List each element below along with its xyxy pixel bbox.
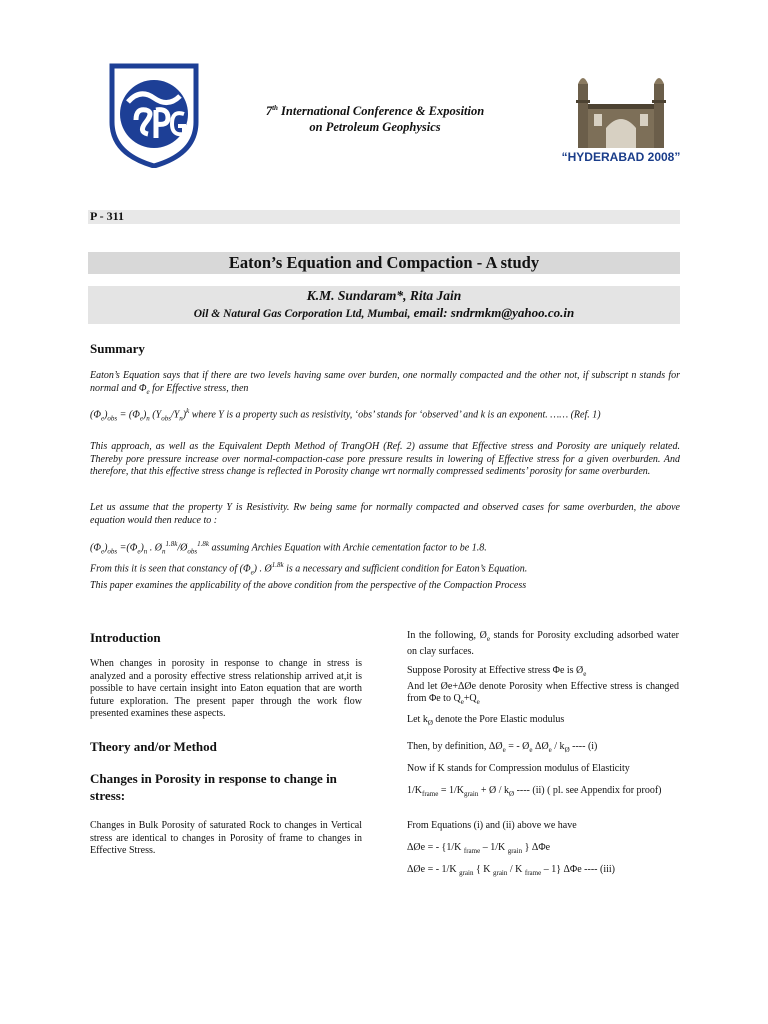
conference-title: 7th International Conference & Exposition on Petroleum Geophysics [265, 104, 485, 135]
summary-paragraph-4: Let us assume that the property Y is Resistivity. Rw being same for normally compacted and observed cases for same overburden, the above equation would then reduce to : [90, 502, 680, 526]
changes-text: Changes in Bulk Porosity of saturated Rock to changes in Vertical stress are identical to changes in Porosity of frame to changes in Effective Stress. [90, 820, 362, 856]
spg-logo [106, 62, 202, 168]
introduction-text: When changes in porosity in response to change in stress is analyzed and a porosity effective stress relationship arrived at,it is possible to have certain insight into Eaton equation that are worth future exploration. The present paper through the work flow presented examines these aspects. [90, 658, 362, 719]
summary-paragraph-7: This paper examines the applicability of the above condition from the perspective of the Compaction Process [90, 580, 527, 591]
summary-paragraph-3: This approach, as well as the Equivalent Depth Method of TrangOH (Ref. 2) assume that Effective stress and Porosity are uniquely related. Thereby pore pressure increase over normal-compaction-case pore pressure results in lowering of Effective stress for a given overburden. And therefore, that this effective stress change is reflected in Porosity change wrt normally compressed sediments’ porosity for same overburden. [90, 441, 680, 477]
paper-id: P - 311 [90, 209, 125, 223]
paper-title: Eaton’s Equation and Compaction - A study [228, 253, 540, 272]
summary-paragraph-5: $(\Phi_e)_{obs} =(\Phi_e)_n$ . $Ø_n^{1.8k}/Ø_{obs}^{1.8k}$ assuming Archies Equation with Archie cementation factor to be 1.8. [90, 540, 487, 556]
charminar-icon [574, 70, 668, 150]
summary-paragraph-2: $(\Phi_e)_{obs} = (\Phi_e)_n$ $(Y_{obs}/Y_n)^k$ where Y is a property such as resistivity, ‘obs’ stands for ‘observed’ and k is an exponent. …… (Ref. 1) [90, 407, 601, 423]
porosity-definition: In the following, $Ø_e$ stands for Porosity excluding adsorbed water on clay surfaces. [407, 630, 679, 657]
from-equations-text: From Equations (i) and (ii) above we have [407, 820, 577, 831]
pore-elastic-modulus: Let $k_Ø$ denote the Pore Elastic modulus [407, 714, 565, 727]
affiliation: Oil & Natural Gas Corporation Ltd, Mumbai, email: sndrmkm@yahoo.co.in [193, 305, 575, 320]
paper-id-bar [88, 210, 680, 224]
compression-modulus-text: Now if K stands for Compression modulus of Elasticity [407, 763, 630, 774]
author-email: email: sndrmkm@yahoo.co.in [410, 305, 575, 320]
summary-paragraph-1: Eaton’s Equation says that if there are two levels having same over burden, one normally compacted and the other not, if subscript n stands for normal and $\Phi_e$ for Effective stress, then [90, 370, 680, 396]
equation-i: Then, by definition, $\Delta Ø_e$ = - $Ø_e$ $\Delta Ø_e / k_Ø$ ---- (i) [407, 741, 598, 754]
equation-delta-porosity: ΔØe = - {1/K $_{frame}$ – 1/K $_{grain}$ } ΔΦe [407, 842, 551, 855]
equation-iii: ΔØe = - 1/K $_{grain}$ { K $_{grain}$ / K $_{frame}$ – 1} ΔΦe ---- (iii) [407, 864, 615, 877]
introduction-heading: Introduction [90, 630, 161, 645]
equation-ii: $1/K_{frame} = 1/K_{grain}$ + Ø / $k_Ø$ ---- (ii) ( pl. see Appendix for proof) [407, 785, 662, 798]
authors: K.M. Sundaram*, Rita Jain [306, 288, 462, 303]
theory-heading: Theory and/or Method [90, 739, 217, 754]
changes-heading: Changes in Porosity in response to change in stress: [90, 771, 337, 803]
venue-label: “HYDERABAD 2008” [561, 150, 681, 164]
porosity-supposition: Suppose Porosity at Effective stress Φe is $Ø_e$ And let Øe+ΔØe denote Porosity when Effective stress is changed from Φe to $Q_e+Q_e$ [407, 665, 679, 706]
summary-paragraph-6: From this it is seen that constancy of $(\Phi_e)$ . $Ø^{1.8k}$ is a necessary and sufficient condition for Eaton’s Equation. [90, 561, 528, 577]
summary-heading: Summary [90, 341, 145, 356]
